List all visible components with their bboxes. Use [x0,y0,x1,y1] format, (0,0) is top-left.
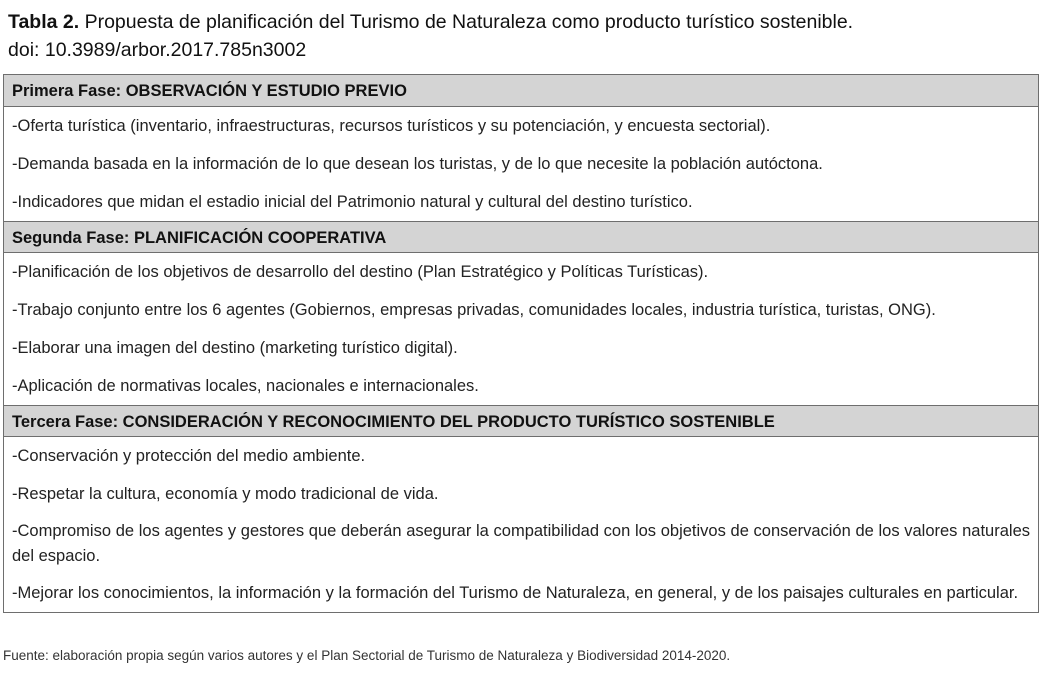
phase-header-second: Segunda Fase: PLANIFICACIÓN COOPERATIVA [4,221,1038,253]
phase-item: -Elaborar una imagen del destino (marketing turístico digital). [12,339,458,357]
phase-item: -Conservación y protección del medio ambiente. [12,447,366,465]
phase-body-third [4,437,1038,612]
phase-header-third: Tercera Fase: CONSIDERACIÓN Y RECONOCIMIENTO DEL PRODUCTO TURÍSTICO SOSTENIBLE [4,405,1038,437]
caption-title: Propuesta de planificación del Turismo de Naturaleza como producto turístico sostenible. [79,11,854,33]
phase-item: -Mejorar los conocimientos, la información y la formación del Turismo de Naturaleza, en general, y de los paisajes culturales en particular. [12,584,1019,602]
phase-item: -Indicadores que midan el estadio inicial del Patrimonio natural y cultural del destino turístico. [12,193,693,211]
phase-body-first [4,107,1038,221]
phase-item: -Compromiso de los agentes y gestores que deberán asegurar la compatibilidad con los objetivos de conservación de los valores naturales del espacio. [12,522,1030,565]
phase-item: -Respetar la cultura, economía y modo tradicional de vida. [12,485,439,503]
caption-label: Tabla 2. [8,11,80,33]
phase-item: -Planificación de los objetivos de desarrollo del destino (Plan Estratégico y Políticas Turísticas). [12,263,709,281]
caption-title-line [8,8,1038,36]
table-caption [8,8,1038,64]
phase-item: -Oferta turística (inventario, infraestructuras, recursos turísticos y su potenciación, y encuesta sectorial). [12,117,771,135]
source-note: Fuente: elaboración propia según varios autores y el Plan Sectorial de Turismo de Naturaleza y Biodiversidad 2014-2020. [3,648,731,663]
planning-table [3,74,1039,613]
phase-item: -Demanda basada en la información de lo que desean los turistas, y de lo que necesite la población autóctona. [12,155,823,173]
phase-item: -Trabajo conjunto entre los 6 agentes (Gobiernos, empresas privadas, comunidades locales, industria turística, turistas, ONG). [12,301,936,319]
phase-item: -Aplicación de normativas locales, nacionales e internacionales. [12,377,479,395]
caption-doi: doi: 10.3989/arbor.2017.785n3002 [8,39,307,61]
phase-body-second [4,253,1038,405]
phase-header-first: Primera Fase: OBSERVACIÓN Y ESTUDIO PREVIO [4,75,1038,107]
